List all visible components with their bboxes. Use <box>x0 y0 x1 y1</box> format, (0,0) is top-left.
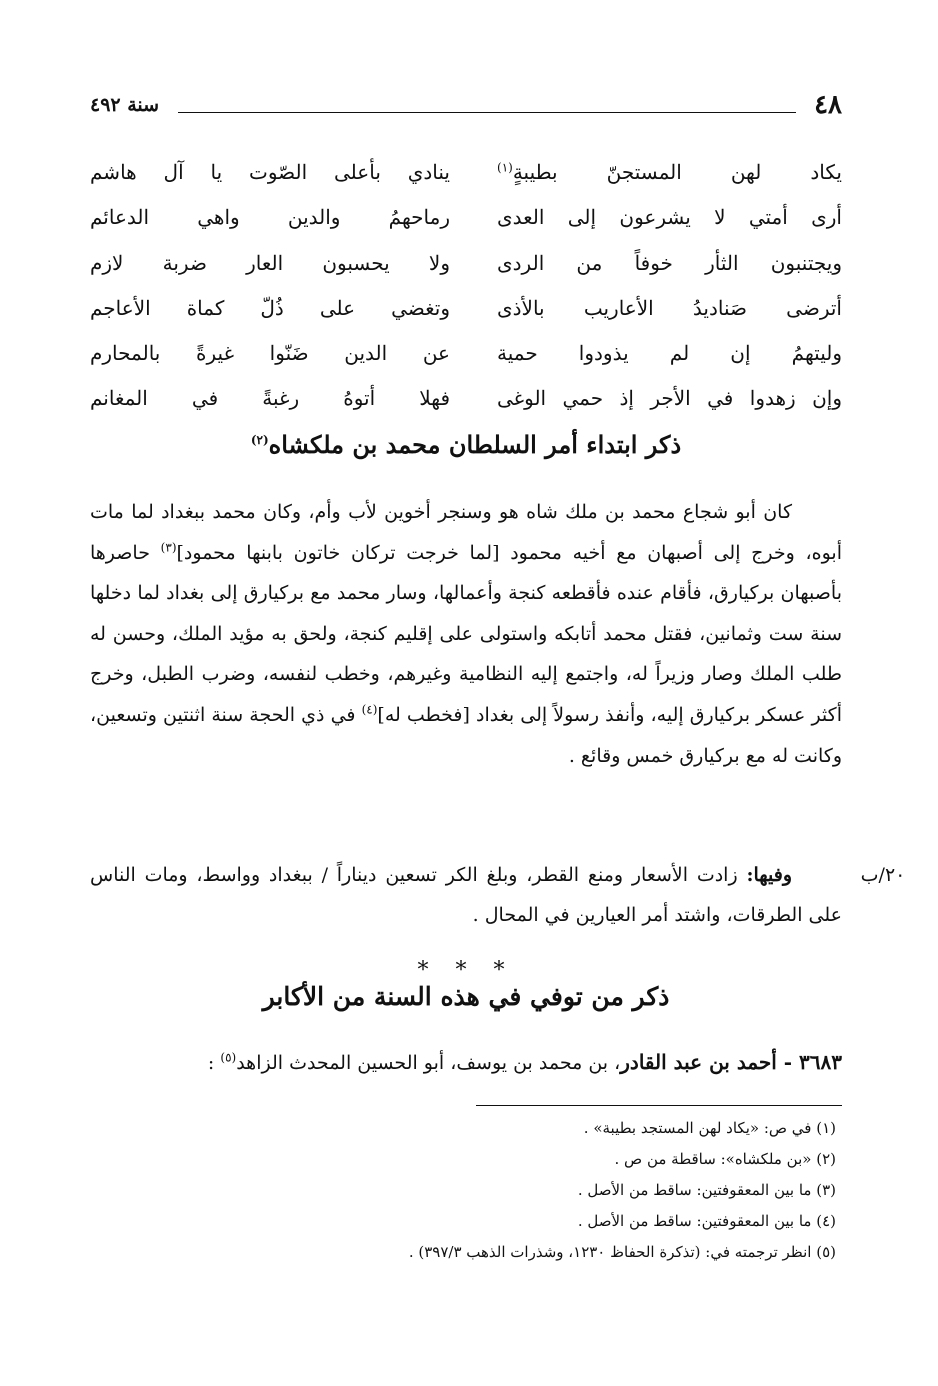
poem-second-hemistich: ينادي بأعلى الصّوت يا آل هاشم <box>90 160 450 184</box>
running-head: سنة ٤٩٢ <box>90 94 160 116</box>
poem-first-hemistich: وليتهمُ إن لم يذودوا حمية <box>497 341 842 366</box>
section-heading: ذكر من توفي في هذه السنة من الأكابر <box>262 982 670 1011</box>
poem-second-hemistich: عن الدين ضَنّوا غيرةً بالمحارم <box>90 341 450 366</box>
poem-verse <box>90 150 842 195</box>
poem-first-hemistich: أترضى صَناديدُ الأعاريب بالأذى <box>497 295 842 320</box>
poem-verse <box>90 331 842 376</box>
poem-first-hemistich: وإن زهدوا في الأجر إذ حمي الوغى <box>497 386 842 411</box>
section-heading: ذكر ابتداء أمر السلطان محمد بن ملكشاه$^{(٢)}$ <box>250 430 682 459</box>
poem-verse <box>90 241 842 286</box>
poem-verse <box>90 376 842 421</box>
poem-second-hemistich: فهلا أتوهُ رغبةً في المغانم <box>90 386 450 411</box>
manuscript-folio-note: ٢٠/ب <box>860 864 906 886</box>
event-paragraph: وفيها: زادت الأسعار ومنع القطر، وبلغ الكر تسعين ديناراً / ببغداد وواسط، ومات الناس على الطرقات، واشتد أمر العيارين في المحال . <box>90 864 842 926</box>
biography-entry: ٣٦٨٣ - أحمد بن عبد القادر، بن محمد بن يوسف، أبو الحسين المحدث الزاهد$^{(٥)}$ : <box>207 1050 842 1074</box>
page-header <box>90 90 842 130</box>
footnote: (٣) ما بين المعقوفتين: ساقط من الأصل . <box>577 1181 836 1199</box>
entry-name: ٣٦٨٣ - أحمد بن عبد القادر <box>620 1050 842 1074</box>
poem <box>90 150 842 422</box>
poem-verse <box>90 286 842 331</box>
poem-first-hemistich: أرى أمتي لا يشرعون إلى العدى <box>497 205 842 230</box>
header-rule <box>178 112 796 113</box>
footnote-ref: (٣) <box>160 540 177 555</box>
page-number: ٤٨ <box>814 90 842 120</box>
footnote: (١) في ص: «يكاد لهن المستجد بطيبة» . <box>583 1119 836 1137</box>
body-text <box>90 492 842 776</box>
footnote-ref: (٢) <box>250 433 269 447</box>
paragraph: كان أبو شجاع محمد بن ملك شاه هو وسنجر أخوين لأب وأم، وكان محمد ببغداد لما مات أبوه، وخرج إلى أصبهان مع أخيه محمود [لما خرجت تركان خاتون بابنها محمود]$^{(٣)}$ حاصرها بأصبهان بركيارق، فأقام عنده فأقطعه كنجة وأعمالها، وسار محمد مع بركيارق إلى بغداد لما دخلها سنة ست وثمانين، فقتل محمد أتابكه واستولى على إقليم كنجة، ولحق به مؤيد الملك، وحسن له طلب الملك وصار وزيراً له، واجتمع إليه النظامية وغيرهم، وخطب لنفسه، وضرب الطبل، وخرج أكثر عسكر بركيارق إليه، وأنفذ رسولاً إلى بغداد [فخطب له]$^{(٤)}$ في ذي الحجة سنة اثنتين وتسعين، وكانت له مع بركيارق خمس وقائع . <box>90 501 843 767</box>
poem-verse <box>90 195 842 240</box>
footnote: (٥) انظر ترجمته في: (تذكرة الحفاظ ١٢٣٠، وشذرات الذهب ٣٩٧/٣) . <box>408 1243 836 1261</box>
poem-first-hemistich: ويجتنبون الثأر خوفاً من الردى <box>497 250 842 275</box>
poem-second-hemistich: رماحهمُ والدين واهي الدعائم <box>90 205 450 230</box>
footnote-ref: (١) <box>497 160 513 175</box>
event-label: وفيها: <box>746 864 792 886</box>
poem-first-hemistich: يكاد لهن المستجنّ بطيبةٍ$^{(١)}$ <box>497 160 842 184</box>
footnote-ref: (٥) <box>220 1050 237 1065</box>
poem-second-hemistich: ولا يحسبون العار ضربة لازم <box>90 250 450 275</box>
footnote: (٤) ما بين المعقوفتين: ساقط من الأصل . <box>577 1212 836 1230</box>
stars-separator: * * * <box>417 958 515 983</box>
footnotes <box>90 1113 842 1268</box>
footnote-ref: (٤) <box>361 702 378 717</box>
footnote-rule <box>476 1105 842 1106</box>
poem-second-hemistich: وتغضي على ذُلّ كماة الأعاجم <box>90 295 450 320</box>
footnote: (٢) «بن ملكشاه»: ساقطة من ص . <box>614 1150 836 1168</box>
